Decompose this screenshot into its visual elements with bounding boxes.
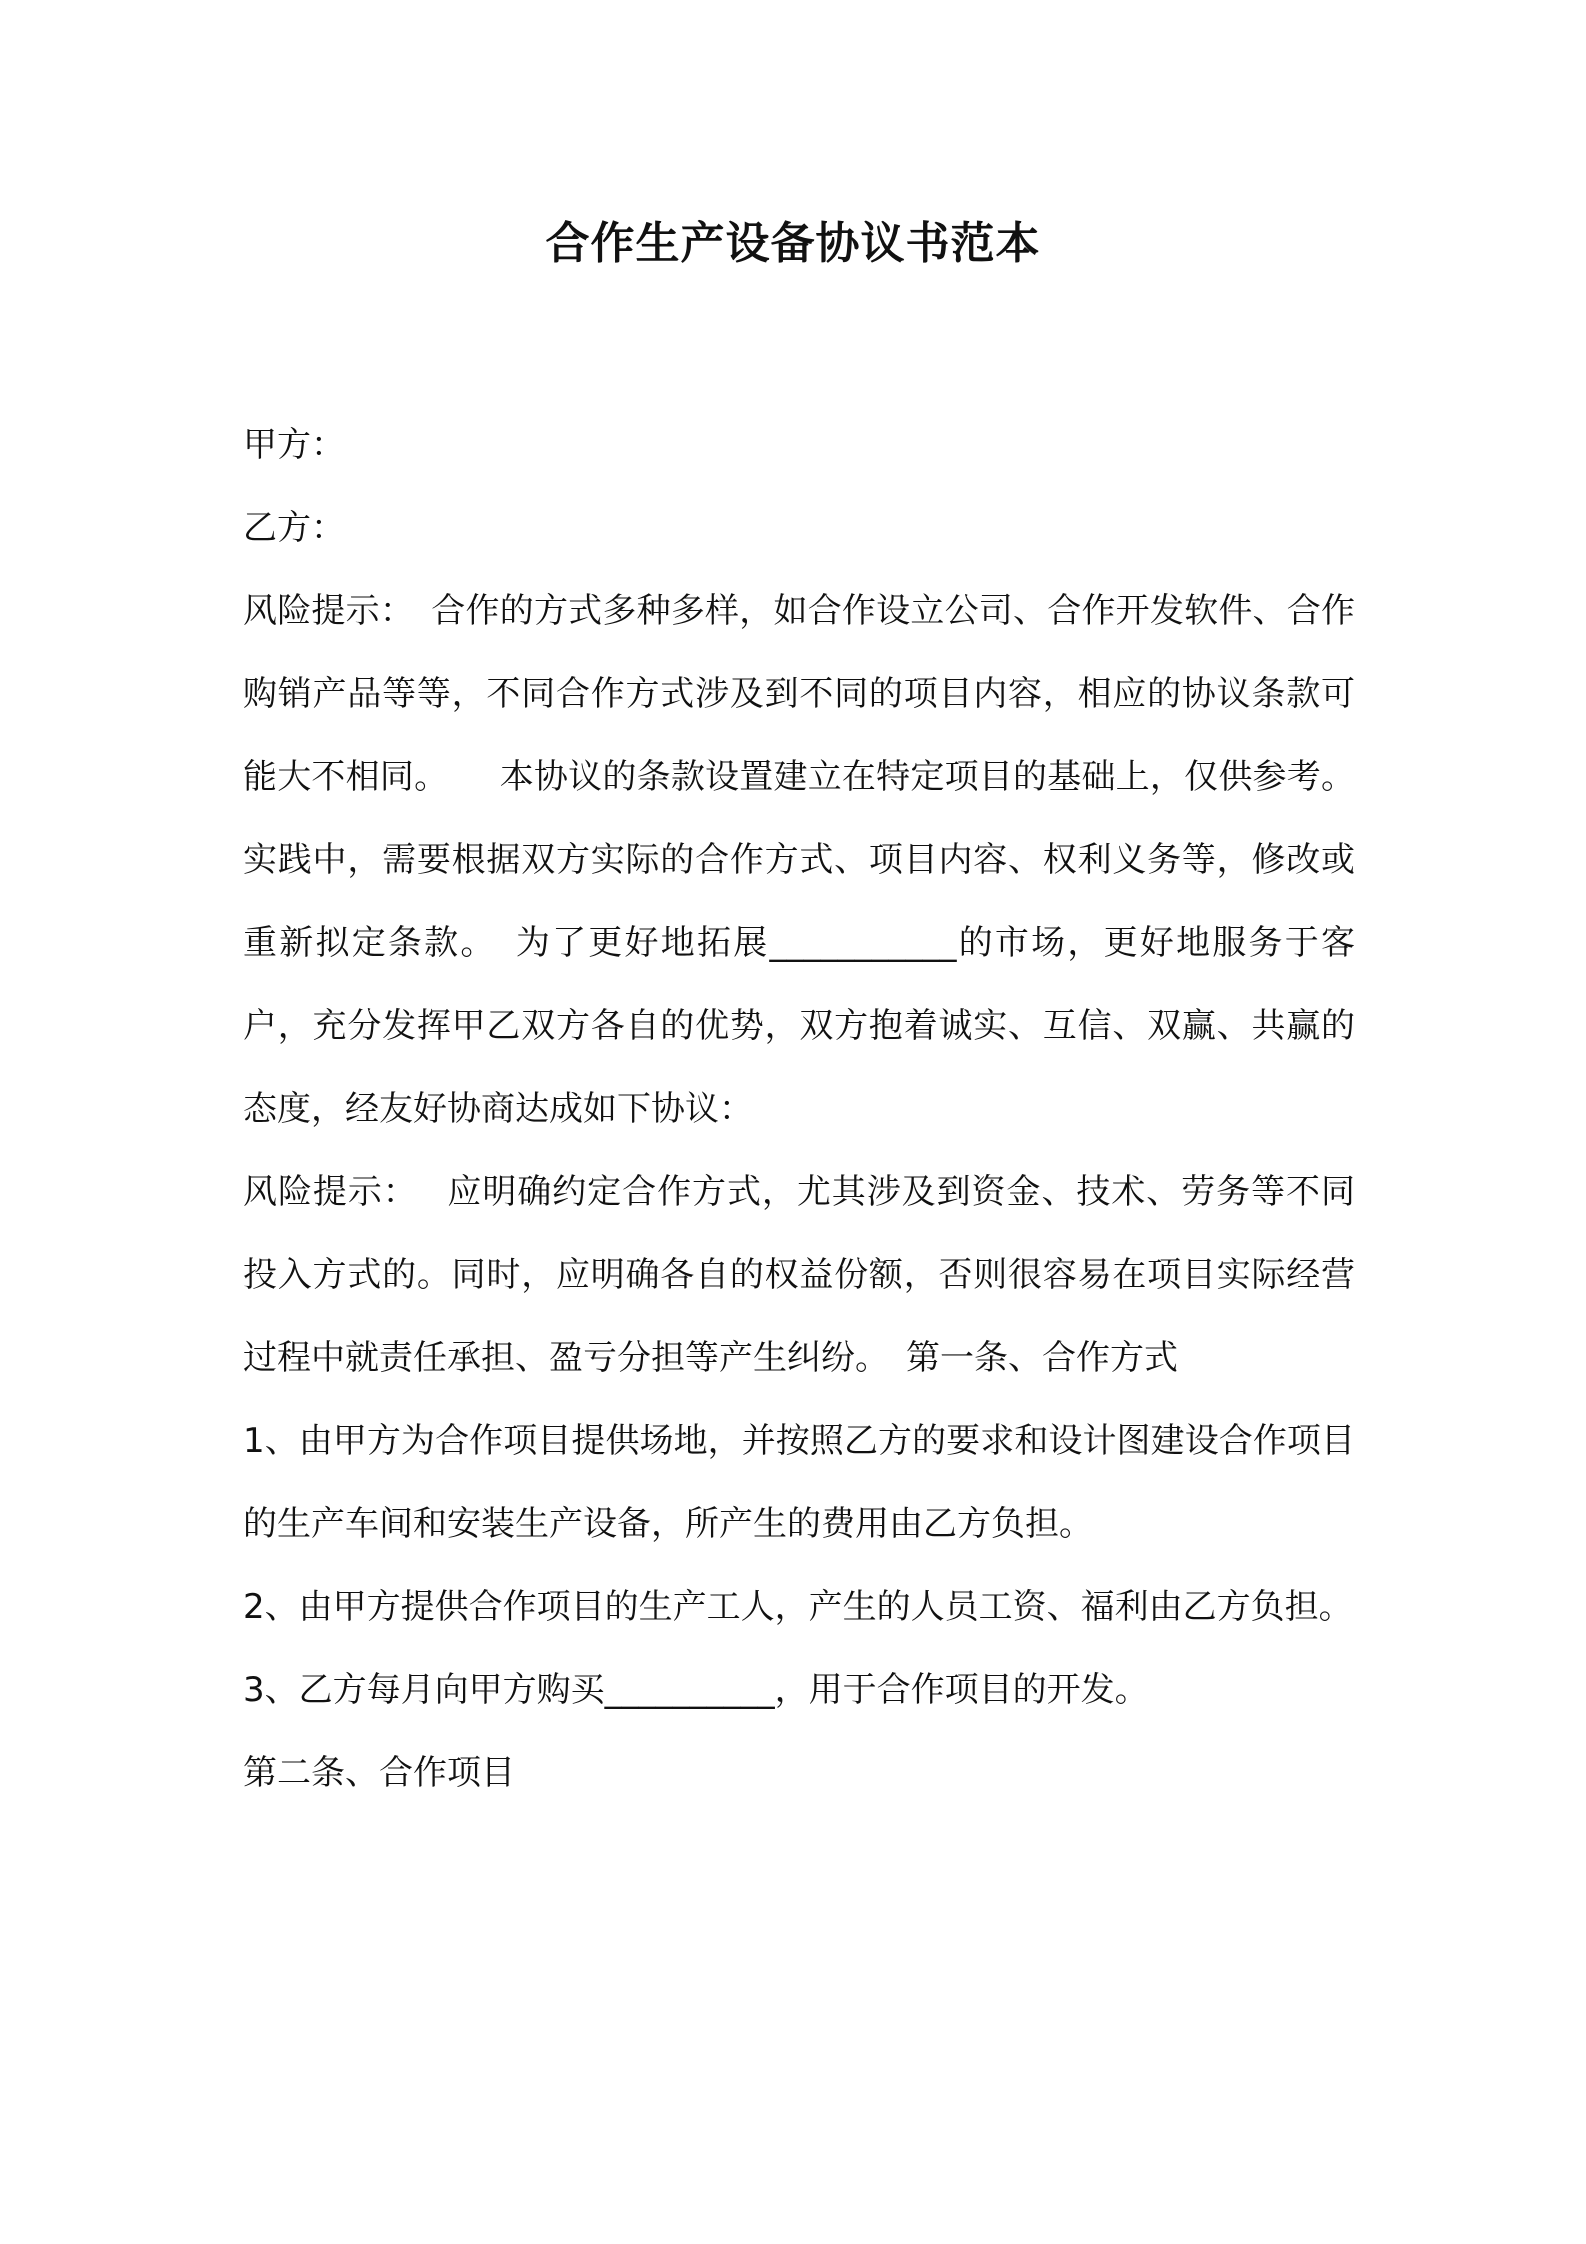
- clause-item: 3、乙方每月向甲方购买__________，用于合作项目的开发。: [243, 1670, 1149, 1710]
- section-heading: 第二条、合作项目: [243, 1753, 515, 1793]
- party-b-line: 乙方：: [243, 508, 345, 548]
- risk-notice-paragraph: 风险提示： 应明确约定合作方式，尤其涉及到资金、技术、劳务等不同投入方式的。同时，应明确各自的权益份额，否则很容易在项目实际经营过程中就责任承担、盈亏分担等产生纠纷。 第一条、合作方式: [243, 1172, 1355, 1378]
- document-body: [243, 404, 1355, 1815]
- risk-notice-paragraph: 风险提示： 合作的方式多种多样，如合作设立公司、合作开发软件、合作购销产品等等，不同合作方式涉及到不同的项目内容，相应的协议条款可能大不相同。 本协议的条款设置建立在特定项目的基础上，仅供参考。实践中，需要根据双方实际的合作方式、项目内容、权利义务等，修改或重新拟定条款。 为了更好地拓展___________的市场，更好地服务于客户，充分发挥甲乙双方各自的优势，双方抱着诚实、互信、双赢、共赢的态度，经友好协商达成如下协议：: [243, 591, 1355, 1129]
- document-title: 合作生产设备协议书范本: [545, 218, 1041, 269]
- clause-item: 2、由甲方提供合作项目的生产工人，产生的人员工资、福利由乙方负担。: [243, 1587, 1353, 1627]
- clause-item: 1、由甲方为合作项目提供场地，并按照乙方的要求和设计图建设合作项目的生产车间和安装生产设备，所产生的费用由乙方负担。: [243, 1421, 1355, 1544]
- party-a-line: 甲方：: [243, 425, 345, 465]
